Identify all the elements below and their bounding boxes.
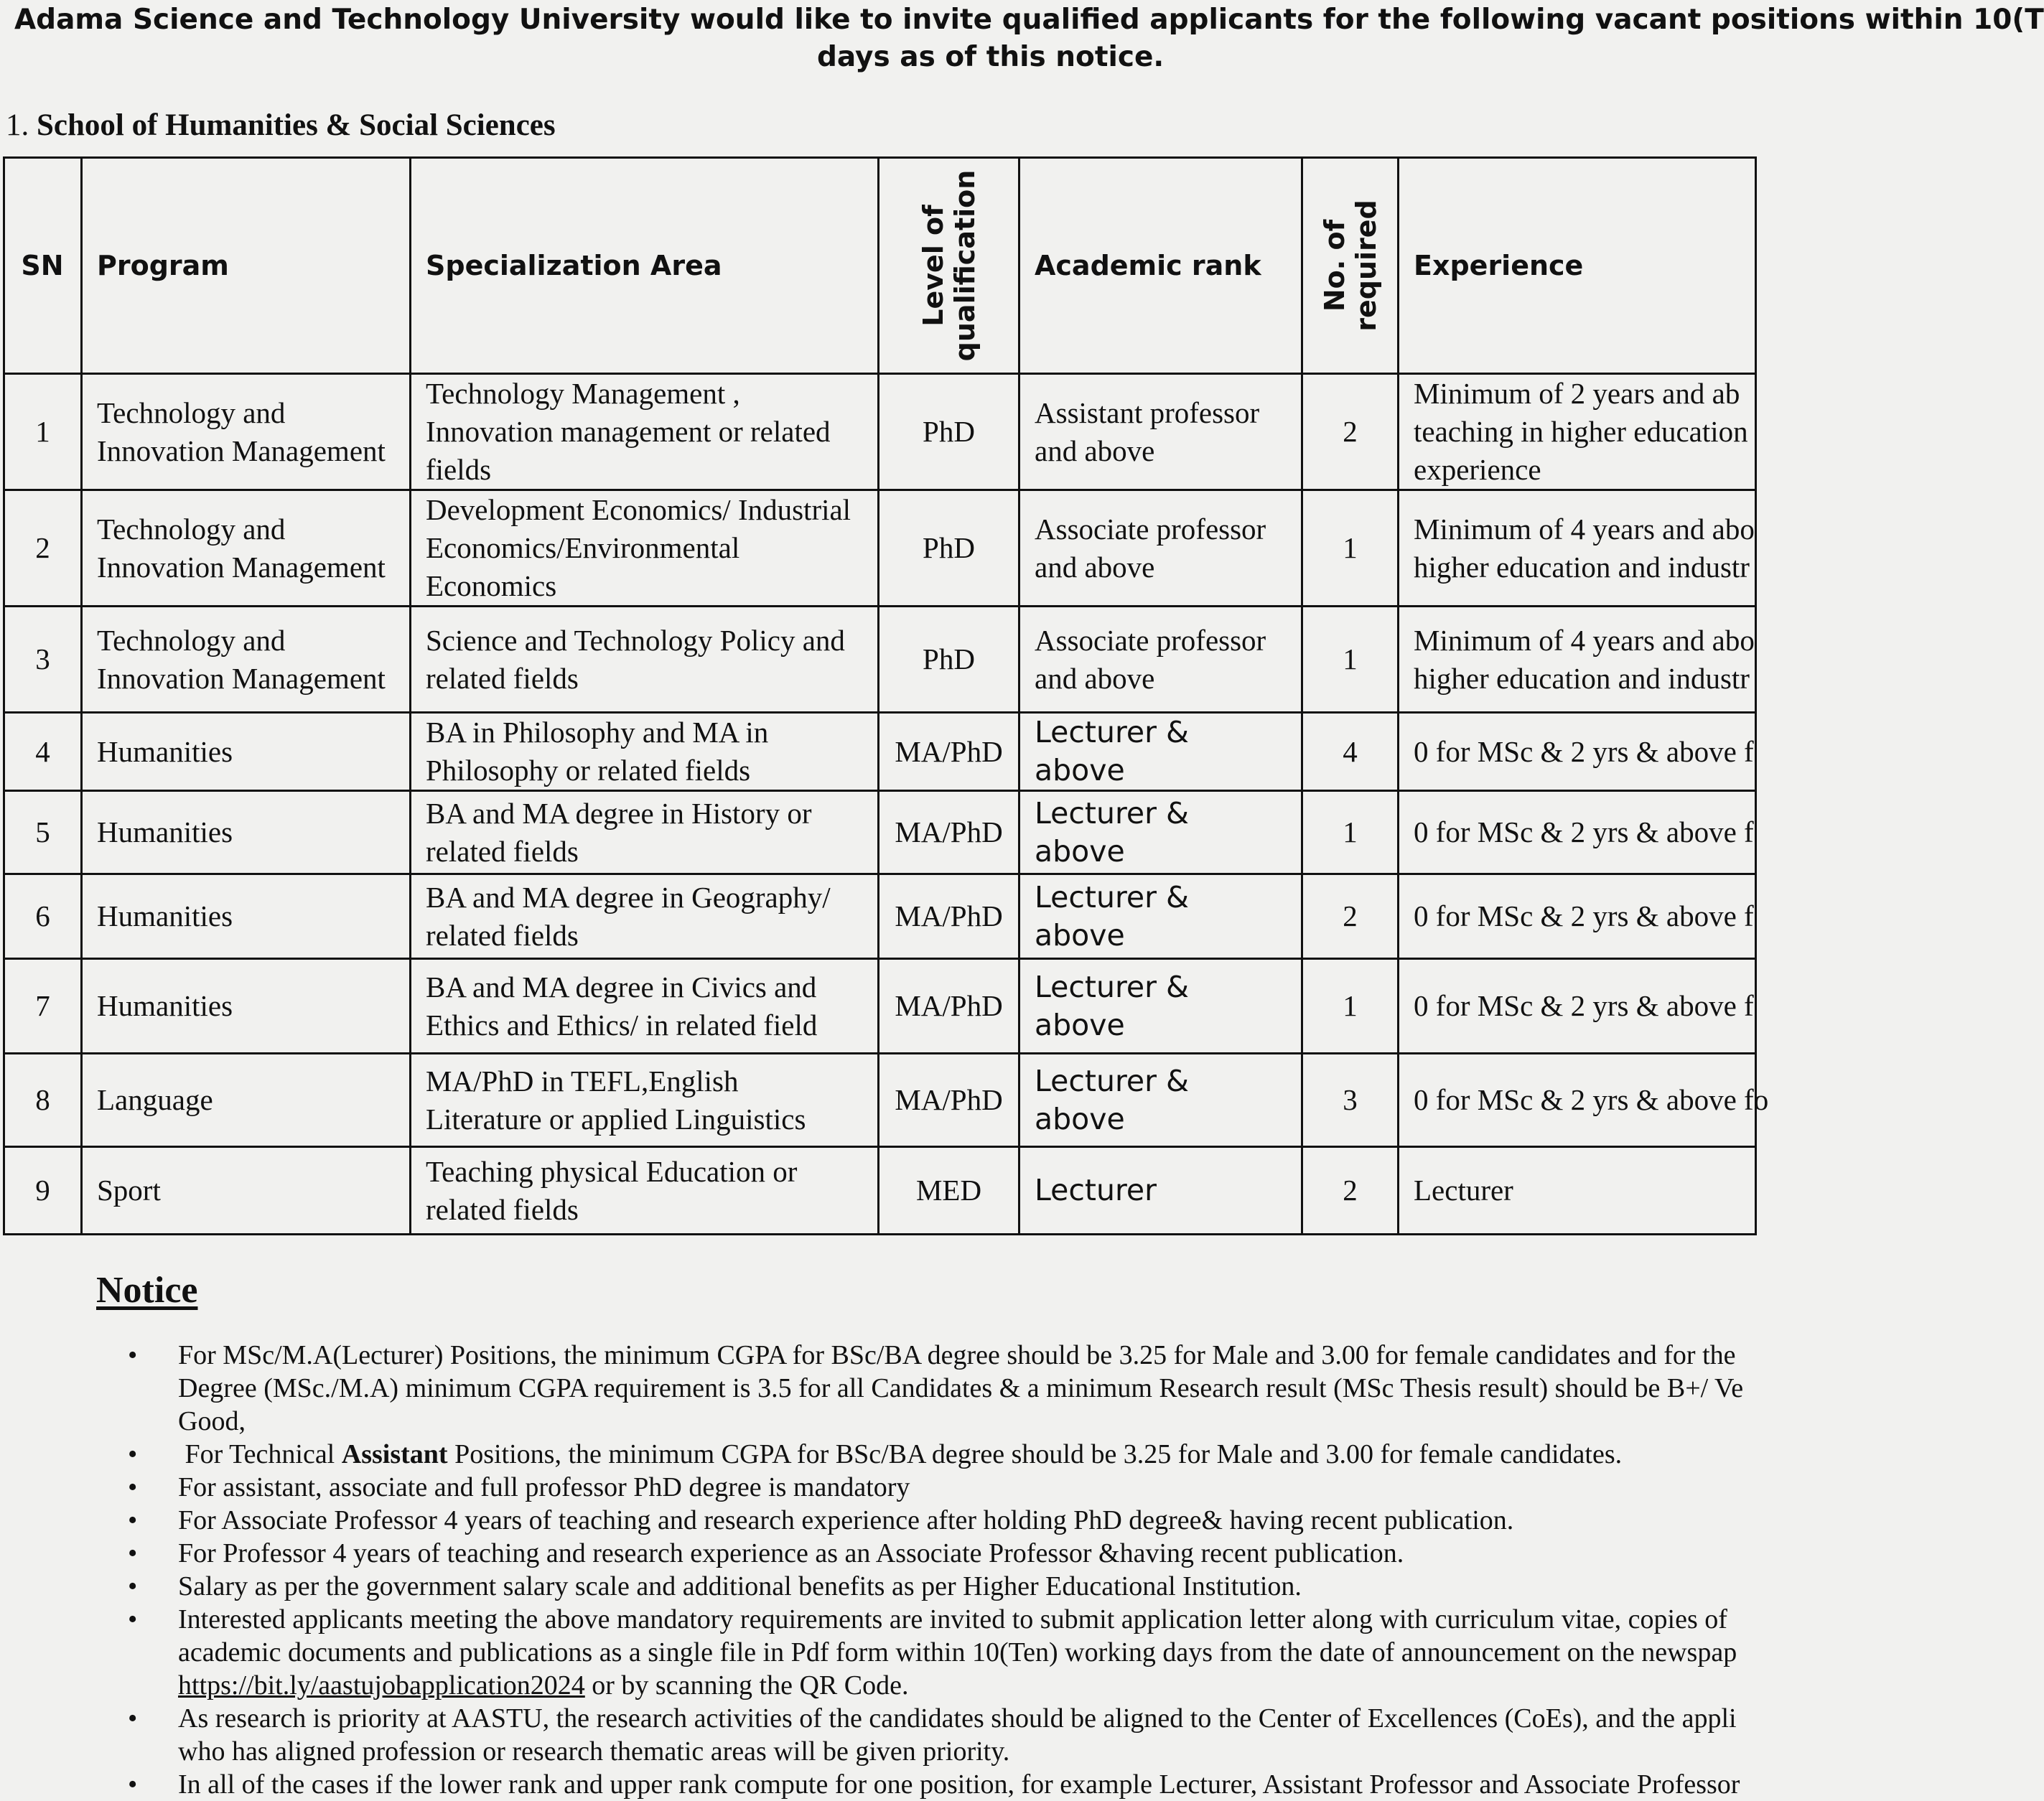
cell-required: 1 — [1302, 607, 1399, 713]
cell-rank — [1019, 1054, 1302, 1147]
notice-item — [178, 1768, 1829, 1801]
notice-item — [178, 1504, 1829, 1537]
section-heading — [6, 108, 556, 143]
notice-text: • For Associate Professor 4 years of teaching and research experience after holding PhD degree& having recent publication. — [178, 1505, 1514, 1535]
cell-sn: 7 — [4, 959, 82, 1054]
cell-line: Development Economics/ Industrial — [426, 493, 851, 526]
cell-specialization — [411, 607, 879, 713]
cell-line: Minimum of 4 years and abo — [1414, 512, 1755, 546]
header-line-1: Adama Science and Technology University would like to invite qualified applicants for the following vacant positions within 10(T — [14, 4, 2044, 36]
cell-line: Lecturer & above — [1035, 879, 1189, 953]
cell-rank — [1019, 713, 1302, 791]
cell-line: MA/PhD in TEFL,English — [426, 1064, 739, 1098]
cell-specialization — [411, 791, 879, 874]
cell-program — [82, 1147, 411, 1235]
cell-sn: 3 — [4, 607, 82, 713]
cell-line: Lecturer & above — [1035, 795, 1189, 869]
cell-level: MA/PhD — [879, 874, 1019, 959]
cell-required: 3 — [1302, 1054, 1399, 1147]
notice-text: Good, — [178, 1406, 246, 1436]
cell-experience — [1399, 490, 1756, 607]
cell-line: 0 for MSc & 2 yrs & above f — [1414, 734, 1754, 768]
cell-program — [82, 374, 411, 490]
cell-line: and above — [1035, 661, 1155, 695]
cell-sn: 4 — [4, 713, 82, 791]
notice-item — [178, 1537, 1829, 1570]
cell-line: related fields — [426, 661, 579, 695]
cell-program — [82, 791, 411, 874]
vacancy-table — [3, 156, 1769, 1235]
cell-experience — [1399, 374, 1756, 490]
table-row — [4, 1054, 1756, 1147]
cell-sn: 1 — [4, 374, 82, 490]
cell-required: 1 — [1302, 959, 1399, 1054]
cell-line: 0 for MSc & 2 yrs & above f — [1414, 899, 1754, 932]
cell-line: Technology and — [97, 512, 286, 546]
col-header-level — [879, 158, 1019, 374]
cell-line: and above — [1035, 550, 1155, 584]
section-number: 1. — [6, 108, 29, 142]
cell-line: related fields — [426, 918, 579, 952]
cell-required: 2 — [1302, 374, 1399, 490]
table-row — [4, 607, 1756, 713]
notice-text: • For Professor 4 years of teaching and research experience as an Associate Professor &having recent publication. — [178, 1538, 1404, 1568]
notice-text: For Technical — [178, 1439, 342, 1469]
cell-line: Humanities — [97, 899, 233, 932]
notice-item — [178, 1702, 1829, 1768]
notice-item — [178, 1570, 1829, 1603]
cell-specialization — [411, 1054, 879, 1147]
notice-text: or by scanning the QR Code. — [584, 1670, 909, 1701]
col-header-experience: Experience — [1399, 158, 1756, 374]
cell-line: Lecturer & above — [1035, 1063, 1189, 1136]
cell-program — [82, 713, 411, 791]
cell-sn: 8 — [4, 1054, 82, 1147]
level-header-line-1: Level of — [917, 205, 949, 327]
cell-line: Innovation management or related — [426, 415, 831, 448]
notice-text: • Salary as per the government salary scale and additional benefits as per Higher Educational Institution. — [178, 1571, 1302, 1601]
cell-line: BA and MA degree in History or — [426, 796, 812, 830]
table-row — [4, 959, 1756, 1054]
cell-line: Humanities — [97, 734, 233, 768]
cell-line: Sport — [97, 1174, 161, 1207]
cell-line: Economics/Environmental — [426, 531, 740, 564]
cell-line: Ethics and Ethics/ in related field — [426, 1008, 818, 1042]
cell-line: Language — [97, 1083, 213, 1116]
cell-line: Innovation Management — [97, 550, 386, 584]
cell-line: fields — [426, 453, 492, 486]
cell-experience — [1399, 874, 1756, 959]
required-header-line-1: No. of — [1318, 219, 1350, 312]
cell-line: 0 for MSc & 2 yrs & above f — [1414, 815, 1754, 848]
cell-line: higher education and industr — [1414, 661, 1750, 695]
notice-text: • For assistant, associate and full professor PhD degree is mandatory — [178, 1472, 910, 1502]
notice-item — [178, 1471, 1829, 1504]
cell-experience — [1399, 607, 1756, 713]
cell-line: Literature or applied Linguistics — [426, 1102, 806, 1136]
cell-line: Economics — [426, 569, 557, 602]
application-link[interactable]: https://bit.ly/aastujobapplication2024 — [178, 1670, 585, 1701]
cell-line: Philosophy or related fields — [426, 754, 751, 787]
level-header-line-2: qualification — [948, 169, 981, 362]
cell-rank — [1019, 959, 1302, 1054]
col-header-specialization: Specialization Area — [411, 158, 879, 374]
cell-line: Science and Technology Policy and — [426, 623, 845, 657]
cell-line: Technology and — [97, 623, 286, 657]
col-header-sn: SN — [4, 158, 82, 374]
cell-line: Associate professor — [1035, 512, 1266, 546]
cell-level: MA/PhD — [879, 791, 1019, 874]
cell-program — [82, 1054, 411, 1147]
cell-line: Associate professor — [1035, 623, 1266, 657]
notice-text: • As research is priority at AASTU, the research activities of the candidates should be aligned to the Center of Excellences (CoEs), and the appli — [178, 1703, 1737, 1734]
cell-required: 4 — [1302, 713, 1399, 791]
cell-rank — [1019, 490, 1302, 607]
notice-item — [178, 1438, 1829, 1471]
cell-sn: 5 — [4, 791, 82, 874]
cell-level: MA/PhD — [879, 713, 1019, 791]
cell-sn: 9 — [4, 1147, 82, 1235]
cell-line: Technology and — [97, 396, 286, 429]
cell-level: PhD — [879, 490, 1019, 607]
cell-specialization — [411, 713, 879, 791]
cell-line: Lecturer & above — [1035, 715, 1189, 787]
table-row — [4, 1147, 1756, 1235]
cell-rank — [1019, 791, 1302, 874]
table-row — [4, 374, 1756, 490]
cell-program — [82, 490, 411, 607]
table-row — [4, 713, 1756, 791]
table-row — [4, 490, 1756, 607]
cell-line: Lecturer — [1414, 1174, 1513, 1207]
cell-line: teaching in higher education — [1414, 415, 1748, 448]
notice-text: • Interested applicants meeting the above mandatory requirements are invited to submit application letter along with curriculum vitae, copies of — [178, 1604, 1727, 1634]
cell-program — [82, 959, 411, 1054]
cell-specialization — [411, 959, 879, 1054]
cell-specialization — [411, 490, 879, 607]
cell-sn: 2 — [4, 490, 82, 607]
cell-specialization — [411, 874, 879, 959]
col-header-rank: Academic rank — [1019, 158, 1302, 374]
notice-item — [178, 1603, 1829, 1702]
notice-text: Positions, the minimum CGPA for BSc/BA degree should be 3.25 for Male and 3.00 for female candidates. — [447, 1439, 1623, 1469]
notice-bold-text: Assistant — [341, 1439, 448, 1469]
cell-rank — [1019, 1147, 1302, 1235]
cell-rank — [1019, 374, 1302, 490]
cell-line: experience — [1414, 453, 1541, 486]
cell-experience — [1399, 1147, 1756, 1235]
cell-experience — [1399, 791, 1756, 874]
cell-rank — [1019, 607, 1302, 713]
cell-specialization — [411, 1147, 879, 1235]
cell-level: MA/PhD — [879, 959, 1019, 1054]
cell-line: related fields — [426, 1192, 579, 1226]
notice-text: • For MSc/M.A(Lecturer) Positions, the minimum CGPA for BSc/BA degree should be 3.25 for Male and 3.00 for female candidates and for the — [178, 1340, 1736, 1370]
col-header-program: Program — [82, 158, 411, 374]
cell-line: 0 for MSc & 2 yrs & above fo — [1414, 1083, 1769, 1116]
cell-line: Minimum of 4 years and abo — [1414, 623, 1755, 657]
section-title: School of Humanities & Social Sciences — [37, 108, 556, 142]
header-line-2: days as of this notice. — [817, 41, 1165, 73]
cell-line: BA and MA degree in Civics and — [426, 970, 817, 1004]
notice-text: • In all of the cases if the lower rank and upper rank compute for one position, for example Lecturer, Assistant Professor and Associate Professor — [178, 1769, 1740, 1800]
cell-line: Humanities — [97, 815, 233, 848]
cell-line: BA in Philosophy and MA in — [426, 716, 769, 749]
cell-line: Technology Management , — [426, 377, 740, 410]
table-header-row — [4, 158, 1756, 374]
cell-line: BA and MA degree in Geography/ — [426, 880, 831, 914]
cell-line: 0 for MSc & 2 yrs & above f — [1414, 989, 1754, 1022]
cell-line: Minimum of 2 years and ab — [1414, 377, 1740, 410]
table-row — [4, 791, 1756, 874]
cell-required: 2 — [1302, 1147, 1399, 1235]
cell-line: related fields — [426, 834, 579, 868]
cell-sn: 6 — [4, 874, 82, 959]
cell-line: Innovation Management — [97, 434, 386, 467]
cell-line: Lecturer — [1035, 1173, 1157, 1207]
cell-experience — [1399, 1054, 1769, 1147]
cell-level: PhD — [879, 607, 1019, 713]
required-header-line-2: required — [1350, 200, 1382, 332]
notice-text: who has aligned profession or research thematic areas will be given priority. — [178, 1736, 1010, 1767]
table-row — [4, 874, 1756, 959]
cell-program — [82, 607, 411, 713]
cell-level: PhD — [879, 374, 1019, 490]
notice-item — [178, 1339, 1829, 1438]
notice-text: academic documents and publications as a single file in Pdf form within 10(Ten) working days from the date of announcement on the newspap — [178, 1637, 1737, 1667]
cell-experience — [1399, 959, 1756, 1054]
cell-level: MED — [879, 1147, 1019, 1235]
notice-text: Degree (MSc./M.A) minimum CGPA requirement is 3.5 for all Candidates & a minimum Research result (MSc Thesis result) should be B+/ Ve — [178, 1373, 1744, 1403]
cell-required: 2 — [1302, 874, 1399, 959]
cell-program — [82, 874, 411, 959]
cell-level: MA/PhD — [879, 1054, 1019, 1147]
col-header-required — [1302, 158, 1399, 374]
cell-line: Teaching physical Education or — [426, 1154, 798, 1188]
cell-line: and above — [1035, 434, 1155, 467]
cell-line: Humanities — [97, 989, 233, 1022]
notice-list — [178, 1339, 1829, 1801]
cell-specialization — [411, 374, 879, 490]
cell-line: Lecturer & above — [1035, 969, 1189, 1042]
cell-experience — [1399, 713, 1756, 791]
cell-rank — [1019, 874, 1302, 959]
cell-required: 1 — [1302, 791, 1399, 874]
cell-line: higher education and industr — [1414, 550, 1750, 584]
cell-line: Innovation Management — [97, 661, 386, 695]
cell-line: Assistant professor — [1035, 396, 1260, 429]
cell-required: 1 — [1302, 490, 1399, 607]
notice-title: Notice — [96, 1270, 198, 1311]
